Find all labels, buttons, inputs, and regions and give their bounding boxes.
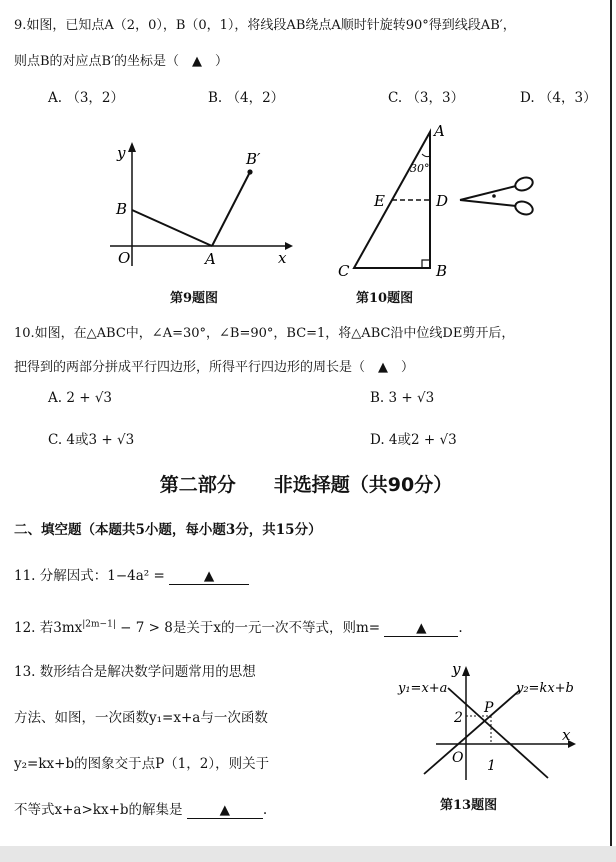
- scissors-icon: [460, 175, 535, 216]
- q12-answer-blank: ▲: [384, 620, 458, 637]
- q9-label-b: B: [116, 200, 128, 218]
- q9-label-x: x: [278, 249, 287, 267]
- q10-label-c: C: [338, 262, 350, 280]
- q13-figure: [396, 660, 596, 790]
- bottom-margin: [0, 846, 616, 862]
- q13-label-y: y: [452, 660, 461, 678]
- q13-label-y1: y₁=x+a: [398, 681, 448, 696]
- q9-option-c: C. （3，3）: [388, 90, 465, 106]
- q9-figure: [100, 138, 300, 278]
- q10-stem-line2: 把得到的两部分拼成平行四边形，所得平行四边形的周长是（ ▲ ）: [14, 360, 414, 375]
- q10-option-d: D. 4或2 + √3: [370, 432, 457, 448]
- q9-option-d: D. （4，3）: [520, 90, 597, 106]
- q13-label-y2: y₂=kx+b: [516, 681, 574, 696]
- q10-stem-line1: 10.如图，在△ABC中，∠A=30°，∠B=90°，BC=1，将△ABC沿中位线DE剪开后，: [14, 326, 515, 341]
- q13-label-o: O: [452, 750, 464, 766]
- q13-line2: 方法、如图，一次函数y₁=x+a与一次函数: [14, 710, 268, 726]
- q13-answer-blank: ▲: [187, 802, 263, 819]
- q9-figure-caption: 第9题图: [170, 291, 219, 306]
- q13-label-p: P: [484, 700, 494, 716]
- q11-line: [14, 564, 249, 585]
- q12-stem-post: − 7 > 8是关于x的一元一次不等式，则m=: [120, 620, 381, 636]
- q13-end: .: [262, 802, 268, 818]
- q13-label-one: 1: [487, 758, 496, 774]
- part2-title: 第二部分 非选择题（共90分）: [159, 474, 453, 496]
- q10-label-b: B: [436, 262, 448, 280]
- q13-line4-wrap: [14, 798, 267, 819]
- q12-end: .: [458, 620, 463, 636]
- q11-stem: 11. 分解因式：1−4a² =: [14, 568, 165, 584]
- q12-line: [14, 616, 463, 637]
- q9-label-y: y: [117, 144, 126, 162]
- q10-figure-caption: 第10题图: [356, 291, 414, 306]
- q10-option-c: C. 4或3 + √3: [48, 432, 135, 448]
- q9-label-o: O: [118, 249, 131, 267]
- q13-figure-caption: 第13题图: [440, 798, 498, 813]
- q10-label-a: A: [434, 122, 445, 140]
- q13-label-two: 2: [454, 710, 463, 726]
- q13-label-x: x: [562, 726, 571, 744]
- q10-option-a: A. 2 + √3: [48, 390, 113, 406]
- q9-label-a: A: [205, 250, 216, 268]
- q10-label-d: D: [436, 192, 449, 210]
- q10-label-angle: 30°: [410, 162, 430, 175]
- q13-line1: 13. 数形结合是解决数学问题常用的思想: [14, 664, 256, 680]
- section2-heading: 二、填空题（本题共5小题，每小题3分，共15分）: [14, 522, 322, 538]
- q13-line3: y₂=kx+b的图象交于点P（1，2），则关于: [14, 756, 270, 772]
- q10-label-e: E: [374, 192, 385, 210]
- q9-label-b-prime: B′: [246, 150, 261, 168]
- q10-option-b: B. 3 + √3: [370, 390, 435, 406]
- q10-figure: [330, 118, 570, 278]
- q9-option-b: B. （4，2）: [208, 90, 285, 106]
- q12-stem-pre: 12. 若3mx: [14, 620, 83, 636]
- q9-stem-line1: 9.如图，已知点A（2，0），B（0，1），将线段AB绕点A顺时针旋转90°得到线段AB′，: [14, 18, 516, 33]
- q9-stem-line2: 则点B的对应点B′的坐标是（ ▲ ）: [14, 54, 229, 69]
- q11-answer-blank: ▲: [169, 568, 249, 585]
- q12-exponent: |2m−1|: [82, 619, 116, 630]
- q9-option-a: A. （3，2）: [48, 90, 125, 106]
- q13-line4: 不等式x+a>kx+b的解集是: [14, 802, 183, 818]
